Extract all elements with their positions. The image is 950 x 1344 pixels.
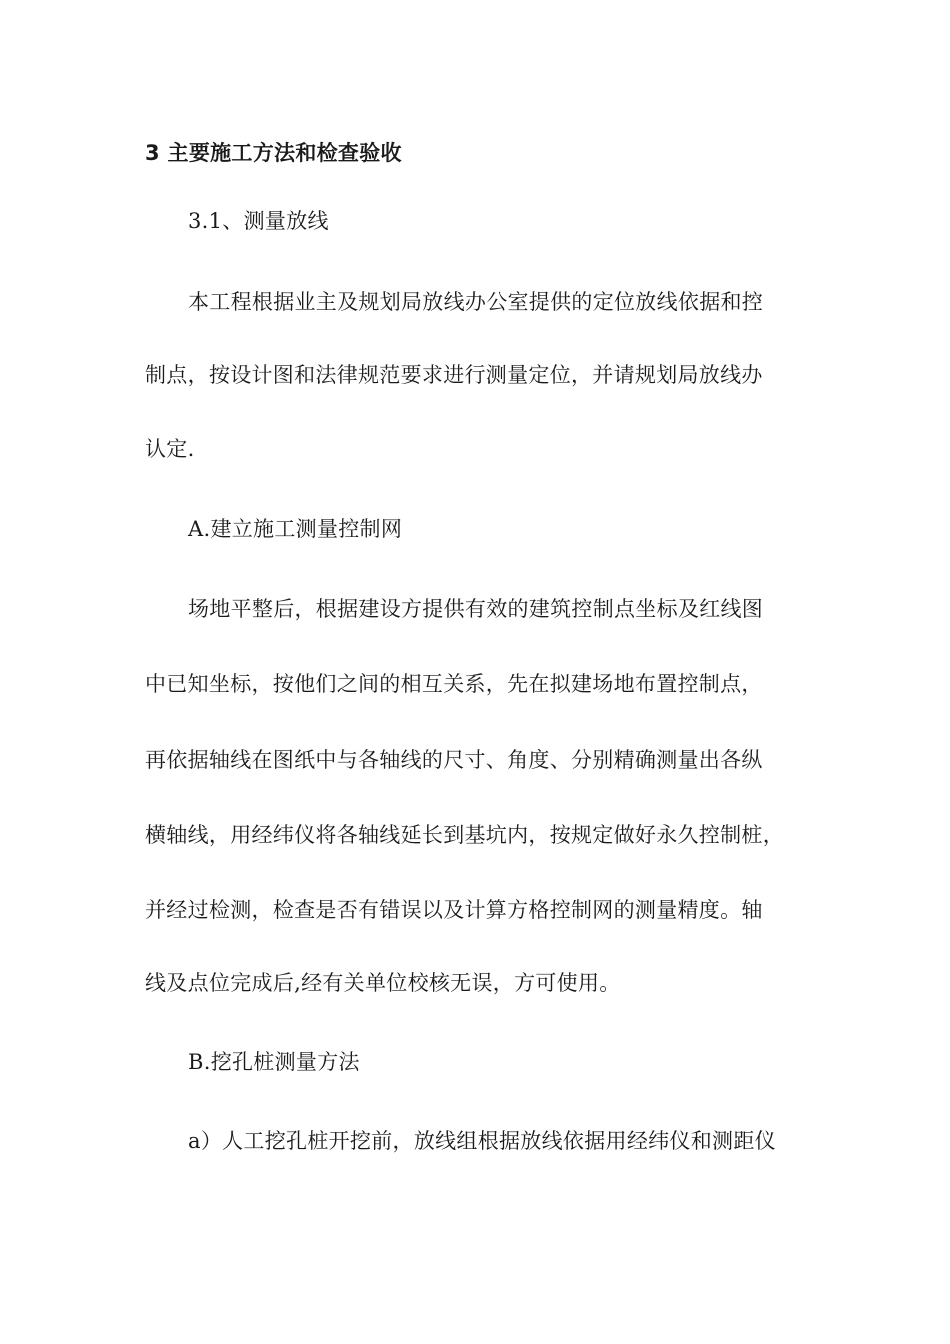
paragraph-line: 横轴线，用经纬仪将各轴线延长到基坑内，按规定做好永久控制桩， — [145, 823, 784, 847]
paragraph-line: 中已知坐标，按他们之间的相互关系，先在拟建场地布置控制点， — [145, 672, 763, 696]
paragraph-line: 场地平整后，根据建设方提供有效的建筑控制点坐标及红线图 — [188, 597, 764, 621]
item-a-title: A.建立施工测量控制网 — [188, 517, 403, 541]
paragraph-line: 再依据轴线在图纸中与各轴线的尺寸、角度、分别精确测量出各纵 — [145, 748, 763, 772]
subsection-heading: 3.1、测量放线 — [188, 209, 329, 233]
paragraph-line: a）人工挖孔桩开挖前，放线组根据放线依据用经纬仪和测距仪 — [188, 1129, 776, 1153]
paragraph-line: 制点，按设计图和法律规范要求进行测量定位，并请规划局放线办 — [145, 363, 763, 387]
item-b-title: B.挖孔桩测量方法 — [188, 1050, 360, 1074]
section-heading: 3 主要施工方法和检查验收 — [145, 141, 402, 165]
paragraph-line: 线及点位完成后,经有关单位校核无误，方可使用。 — [145, 971, 621, 995]
paragraph-line: 认定. — [145, 437, 195, 461]
paragraph-line: 本工程根据业主及规划局放线办公室提供的定位放线依据和控 — [188, 290, 764, 314]
paragraph-line: 并经过检测，检查是否有错误以及计算方格控制网的测量精度。轴 — [145, 898, 763, 922]
